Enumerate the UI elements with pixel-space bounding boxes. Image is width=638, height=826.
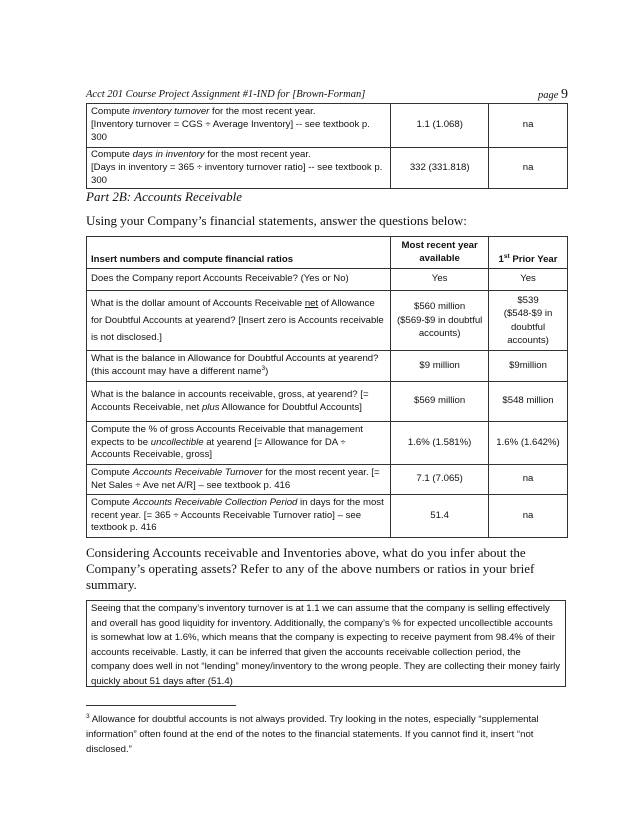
question-text: for the most recent year.: [204, 149, 311, 160]
question-cell: [87, 351, 391, 382]
table-row: [87, 351, 568, 382]
footnote: [86, 712, 568, 757]
footnote-ref: 3: [261, 364, 266, 372]
header-recent: Most recent year available: [391, 237, 489, 269]
recent-value: 332 (331.818): [391, 148, 489, 189]
question-emphasis: inventory turnover: [132, 106, 210, 118]
question-text: Compute: [91, 149, 133, 160]
recent-value: 1.6% (1.581%): [391, 422, 489, 465]
section-intro: Using your Company’s financial statements, answer the questions below:: [86, 213, 467, 228]
prior-value: $539 ($548-$9 in doubtful accounts): [489, 291, 568, 351]
question-cell: [87, 495, 391, 538]
question-cell: [87, 422, 391, 465]
summary-question: Considering Accounts receivable and Inventories above, what do you infer about the Company’s operating assets? Refer to any of the above numbers or ratios in your brief summary.: [86, 545, 535, 592]
header-prior-text: Prior Year: [509, 254, 558, 266]
prior-value: 1.6% (1.642%): [489, 422, 568, 465]
prior-value: Yes: [489, 269, 568, 291]
inventory-table: [86, 103, 568, 189]
question-emphasis: Accounts Receivable Collection Period: [132, 496, 298, 508]
page-indicator: [538, 87, 568, 103]
prior-value: na: [489, 104, 568, 148]
recent-value: Yes: [391, 269, 489, 291]
answer-text-box[interactable]: Seeing that the company’s inventory turnover is at 1.1 we can assume that the company is selling effectively and overall has good liquidity for inventory. Additionally, the company’s % for expected uncollectible accounts is somewhat low at 1.6%, which means that the company is expecting to receive payment from 98.4% of their accounts receivable. Lastly, it can be inferred that given the accounts receivable collection period, the company does well in not “lending” money/inventory to the wrong people. They are collecting their money fairly quickly about 51 days after (51.4): [86, 600, 566, 687]
table-header-row: [87, 237, 568, 269]
question-underline: net: [304, 298, 319, 309]
question-text: of Allowance for Doubtful Accounts at yearend? [Insert zero is Accounts receivable is not disclosed.]: [91, 298, 384, 343]
recent-value: 7.1 (7.065): [391, 465, 489, 495]
question-emphasis: Accounts Receivable Turnover: [132, 466, 263, 478]
question-text: in days for the most recent year. [= 365 ÷ Accounts Receivable Turnover ratio] – see textbook p. 416: [91, 496, 384, 534]
question-cell: [87, 382, 391, 422]
question-text: Compute: [91, 106, 133, 118]
header-prior-sup: st: [503, 253, 510, 261]
recent-value: 51.4: [391, 495, 489, 538]
question-text: Compute: [91, 466, 133, 478]
section-title: Part 2B: Accounts Receivable: [86, 189, 243, 204]
prior-value: $548 million: [489, 382, 568, 422]
recent-value: $569 million: [391, 382, 489, 422]
question-text: at yearend [= Allowance for DA ÷ Accounts Receivable, gross]: [91, 436, 346, 461]
header-prior: [489, 237, 568, 269]
question-text: for the most recent year.: [209, 106, 316, 118]
page-label: page: [537, 90, 559, 101]
question-cell: [87, 148, 391, 189]
prior-value: na: [489, 148, 568, 189]
table-row: [87, 465, 568, 495]
question-text: Compute the % of gross Accounts Receivable that management expects to be: [91, 423, 363, 448]
prior-value: $9million: [489, 351, 568, 382]
footnote-divider: [86, 705, 236, 706]
footnote-marker: 3: [86, 712, 90, 720]
prior-value: na: [489, 495, 568, 538]
prior-value: na: [489, 465, 568, 495]
recent-value: $9 million: [391, 351, 489, 382]
question-formula: [Inventory turnover = CGS ÷ Average Inventory] -- see textbook p. 300: [91, 119, 370, 143]
table-row: [87, 291, 568, 351]
table-row: [87, 382, 568, 422]
table-row: [87, 104, 568, 148]
question-text: What is the balance in Allowance for Doubtful Accounts at yearend? (this account may have a different name: [91, 353, 379, 377]
question-text: What is the balance in accounts receivable, gross, at yearend? [= Accounts Receivable, net: [91, 388, 369, 413]
table-row: [87, 269, 568, 291]
question-cell: [87, 104, 391, 148]
footnote-text: Allowance for doubtful accounts is not always provided. Try looking in the notes, especially “supplemental information” often found at the end of the notes to the financial statements. If you cannot find it, insert “not disclosed.”: [86, 714, 539, 755]
table-row: [87, 422, 568, 465]
header-metric: Insert numbers and compute financial ratios: [87, 237, 391, 269]
course-title: Acct 201 Course Project Assignment #1-IND for [Brown-Forman]: [86, 89, 366, 100]
accounts-receivable-table: [86, 236, 568, 538]
table-row: [87, 148, 568, 189]
question-cell: [87, 465, 391, 495]
question-text: Compute: [91, 496, 133, 508]
question-emphasis: days in inventory: [132, 149, 205, 160]
page-number: 9: [561, 87, 568, 102]
question-text: Allowance for Doubtful Accounts]: [219, 401, 362, 413]
question-cell: [87, 291, 391, 351]
question-emphasis: uncollectible: [150, 436, 204, 448]
recent-value: 1.1 (1.068): [391, 104, 489, 148]
question-emphasis: plus: [201, 401, 220, 413]
table-row: [87, 495, 568, 538]
question-cell: Does the Company report Accounts Receivable? (Yes or No): [87, 269, 391, 291]
question-text: What is the dollar amount of Accounts Receivable: [91, 298, 305, 309]
question-text: ): [265, 366, 269, 377]
page-header: [86, 88, 568, 104]
question-text: for the most recent year. [= Net Sales ÷ Ave net A/R] – see textbook p. 416: [91, 466, 380, 491]
header-prior-num: 1: [498, 254, 504, 266]
question-formula: [Days in inventory = 365 ÷ inventory turnover ratio] -- see textbook p. 300: [91, 161, 383, 186]
recent-value: $560 million ($569-$9 in doubtful accounts): [391, 291, 489, 351]
